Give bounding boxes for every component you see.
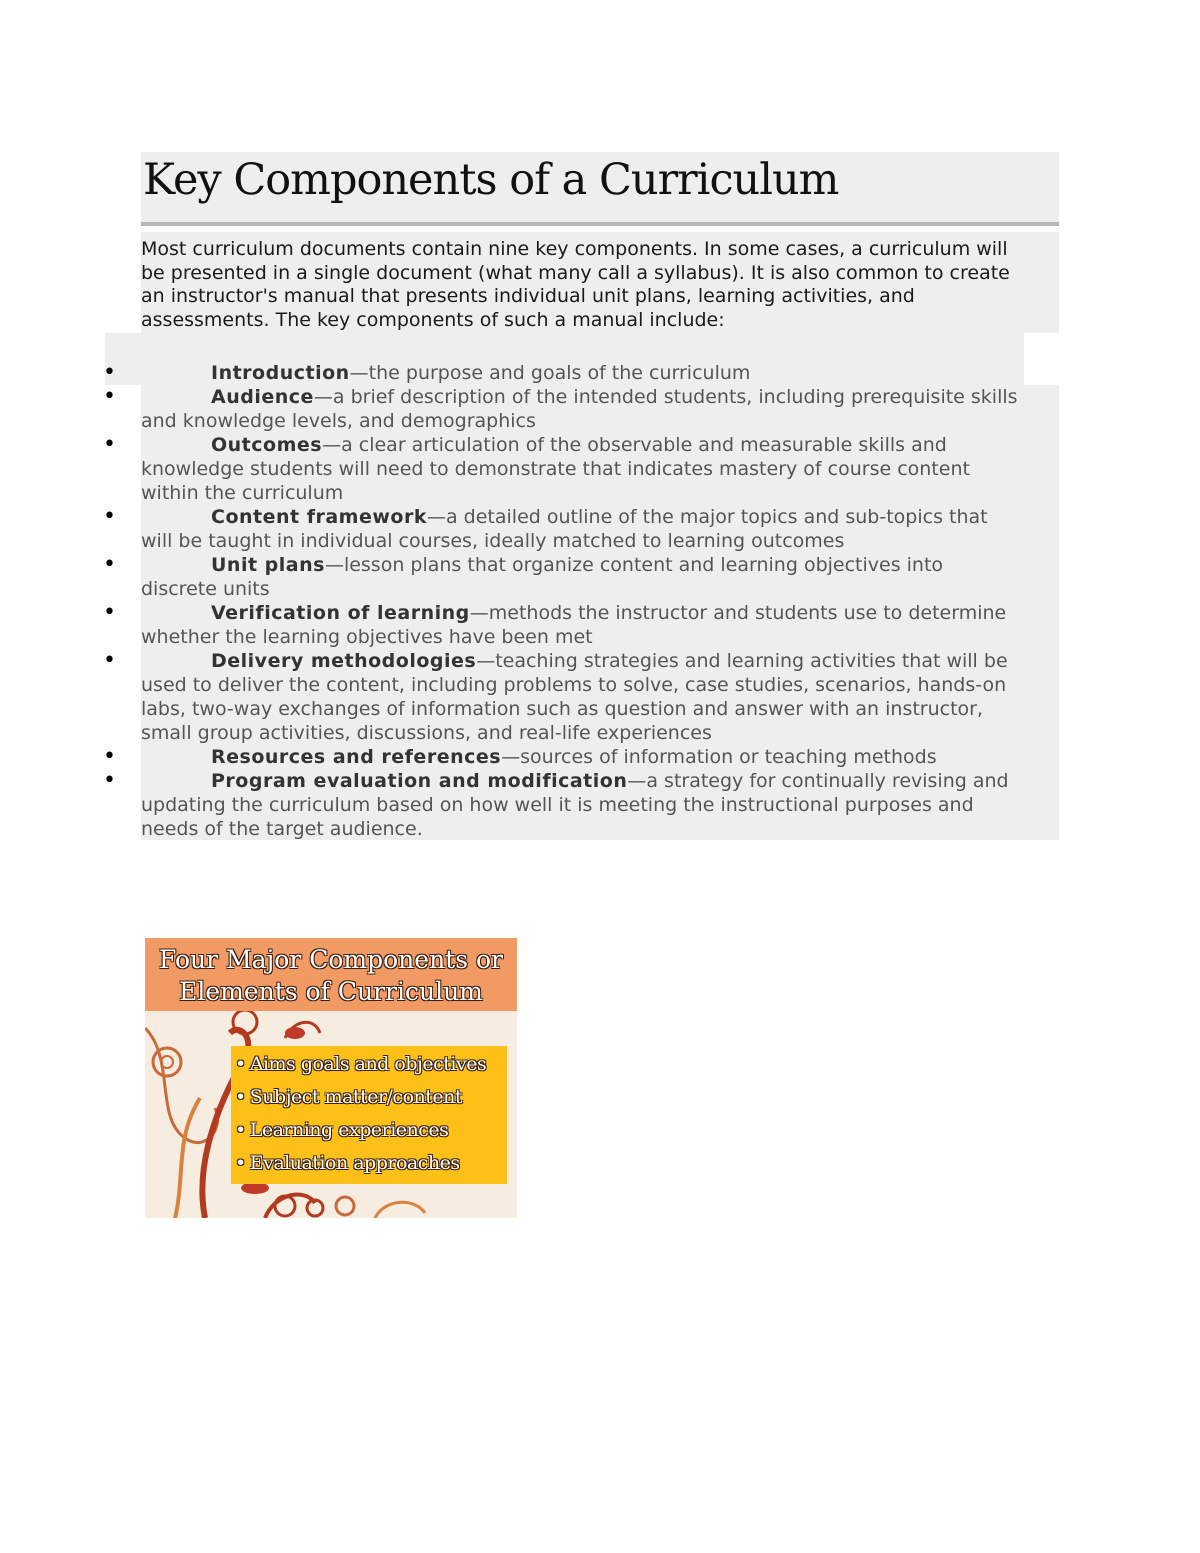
component-description: —the purpose and goals of the curriculum <box>349 362 751 384</box>
list-item <box>141 649 1021 745</box>
component-description: —methods the instructor and students use to determine whether the learning objectives have been met <box>141 602 1007 648</box>
image-title-line2: Elements of Curriculum <box>179 977 483 1006</box>
list-item <box>141 745 1021 769</box>
curriculum-elements-image <box>145 938 517 1218</box>
image-list-text: Learning experiences <box>249 1119 449 1141</box>
component-term: Outcomes <box>211 434 323 456</box>
component-term: Audience <box>211 386 314 408</box>
component-term: Introduction <box>211 362 350 384</box>
image-header-band <box>145 938 517 1011</box>
intro-paragraph: Most curriculum documents contain nine key components. In some cases, a curriculum will be presented in a single document (what many call a syllabus). It is also common to create an instructor's manual that presents individual unit plans, learning activities, and assessments. The key components of such a manual include: <box>141 238 1010 331</box>
component-description: —teaching strategies and learning activities that will be used to deliver the content, including problems to solve, case studies, scenarios, hands-on labs, two-way exchanges of information such as question and answer with an instructor, small group activities, discussions, and real-life experiences <box>141 650 1008 744</box>
list-item <box>141 505 1021 553</box>
list-item <box>141 769 1021 841</box>
component-description: —a strategy for continually revising and updating the curriculum based on how well it is meeting the instructional purposes and needs of the target audience. <box>141 770 1009 840</box>
component-term: Program evaluation and modification <box>211 770 628 792</box>
component-description: —sources of information or teaching methods <box>501 746 937 768</box>
image-title <box>145 944 517 1008</box>
image-list-text: Subject matter/content <box>249 1086 462 1108</box>
component-term: Content framework <box>211 506 427 528</box>
image-list-item: • Evaluation approaches <box>235 1152 460 1174</box>
components-list <box>141 361 1021 841</box>
intro-box <box>141 232 1059 333</box>
page-title: Key Components of a Curriculum <box>143 155 839 205</box>
component-description: —lesson plans that organize content and learning objectives into discrete units <box>141 554 944 600</box>
title-box <box>141 152 1059 226</box>
list-item <box>141 361 1021 385</box>
component-description: —a clear articulation of the observable and measurable skills and knowledge students will need to demonstrate that indicates mastery of course content within the curriculum <box>141 434 970 504</box>
component-description: —a brief description of the intended students, including prerequisite skills and knowledge levels, and demographics <box>141 386 1018 432</box>
image-title-line1: Four Major Components or <box>159 945 503 974</box>
component-term: Verification of learning <box>211 602 470 624</box>
component-description: —a detailed outline of the major topics and sub-topics that will be taught in individual courses, ideally matched to learning outcomes <box>141 506 988 552</box>
image-list <box>235 1048 486 1180</box>
component-term: Unit plans <box>211 554 325 576</box>
image-list-text: Evaluation approaches <box>249 1152 460 1174</box>
image-list-text: Aims goals and objectives <box>249 1053 487 1075</box>
list-item <box>141 601 1021 649</box>
image-list-item: • Subject matter/content <box>235 1086 462 1108</box>
component-term: Delivery methodologies <box>211 650 477 672</box>
list-item <box>141 433 1021 505</box>
image-list-item: • Learning experiences <box>235 1119 449 1141</box>
list-item <box>141 385 1021 433</box>
list-item <box>141 553 1021 601</box>
image-list-item: • Aims goals and objectives <box>235 1053 487 1075</box>
component-term: Resources and references <box>211 746 502 768</box>
